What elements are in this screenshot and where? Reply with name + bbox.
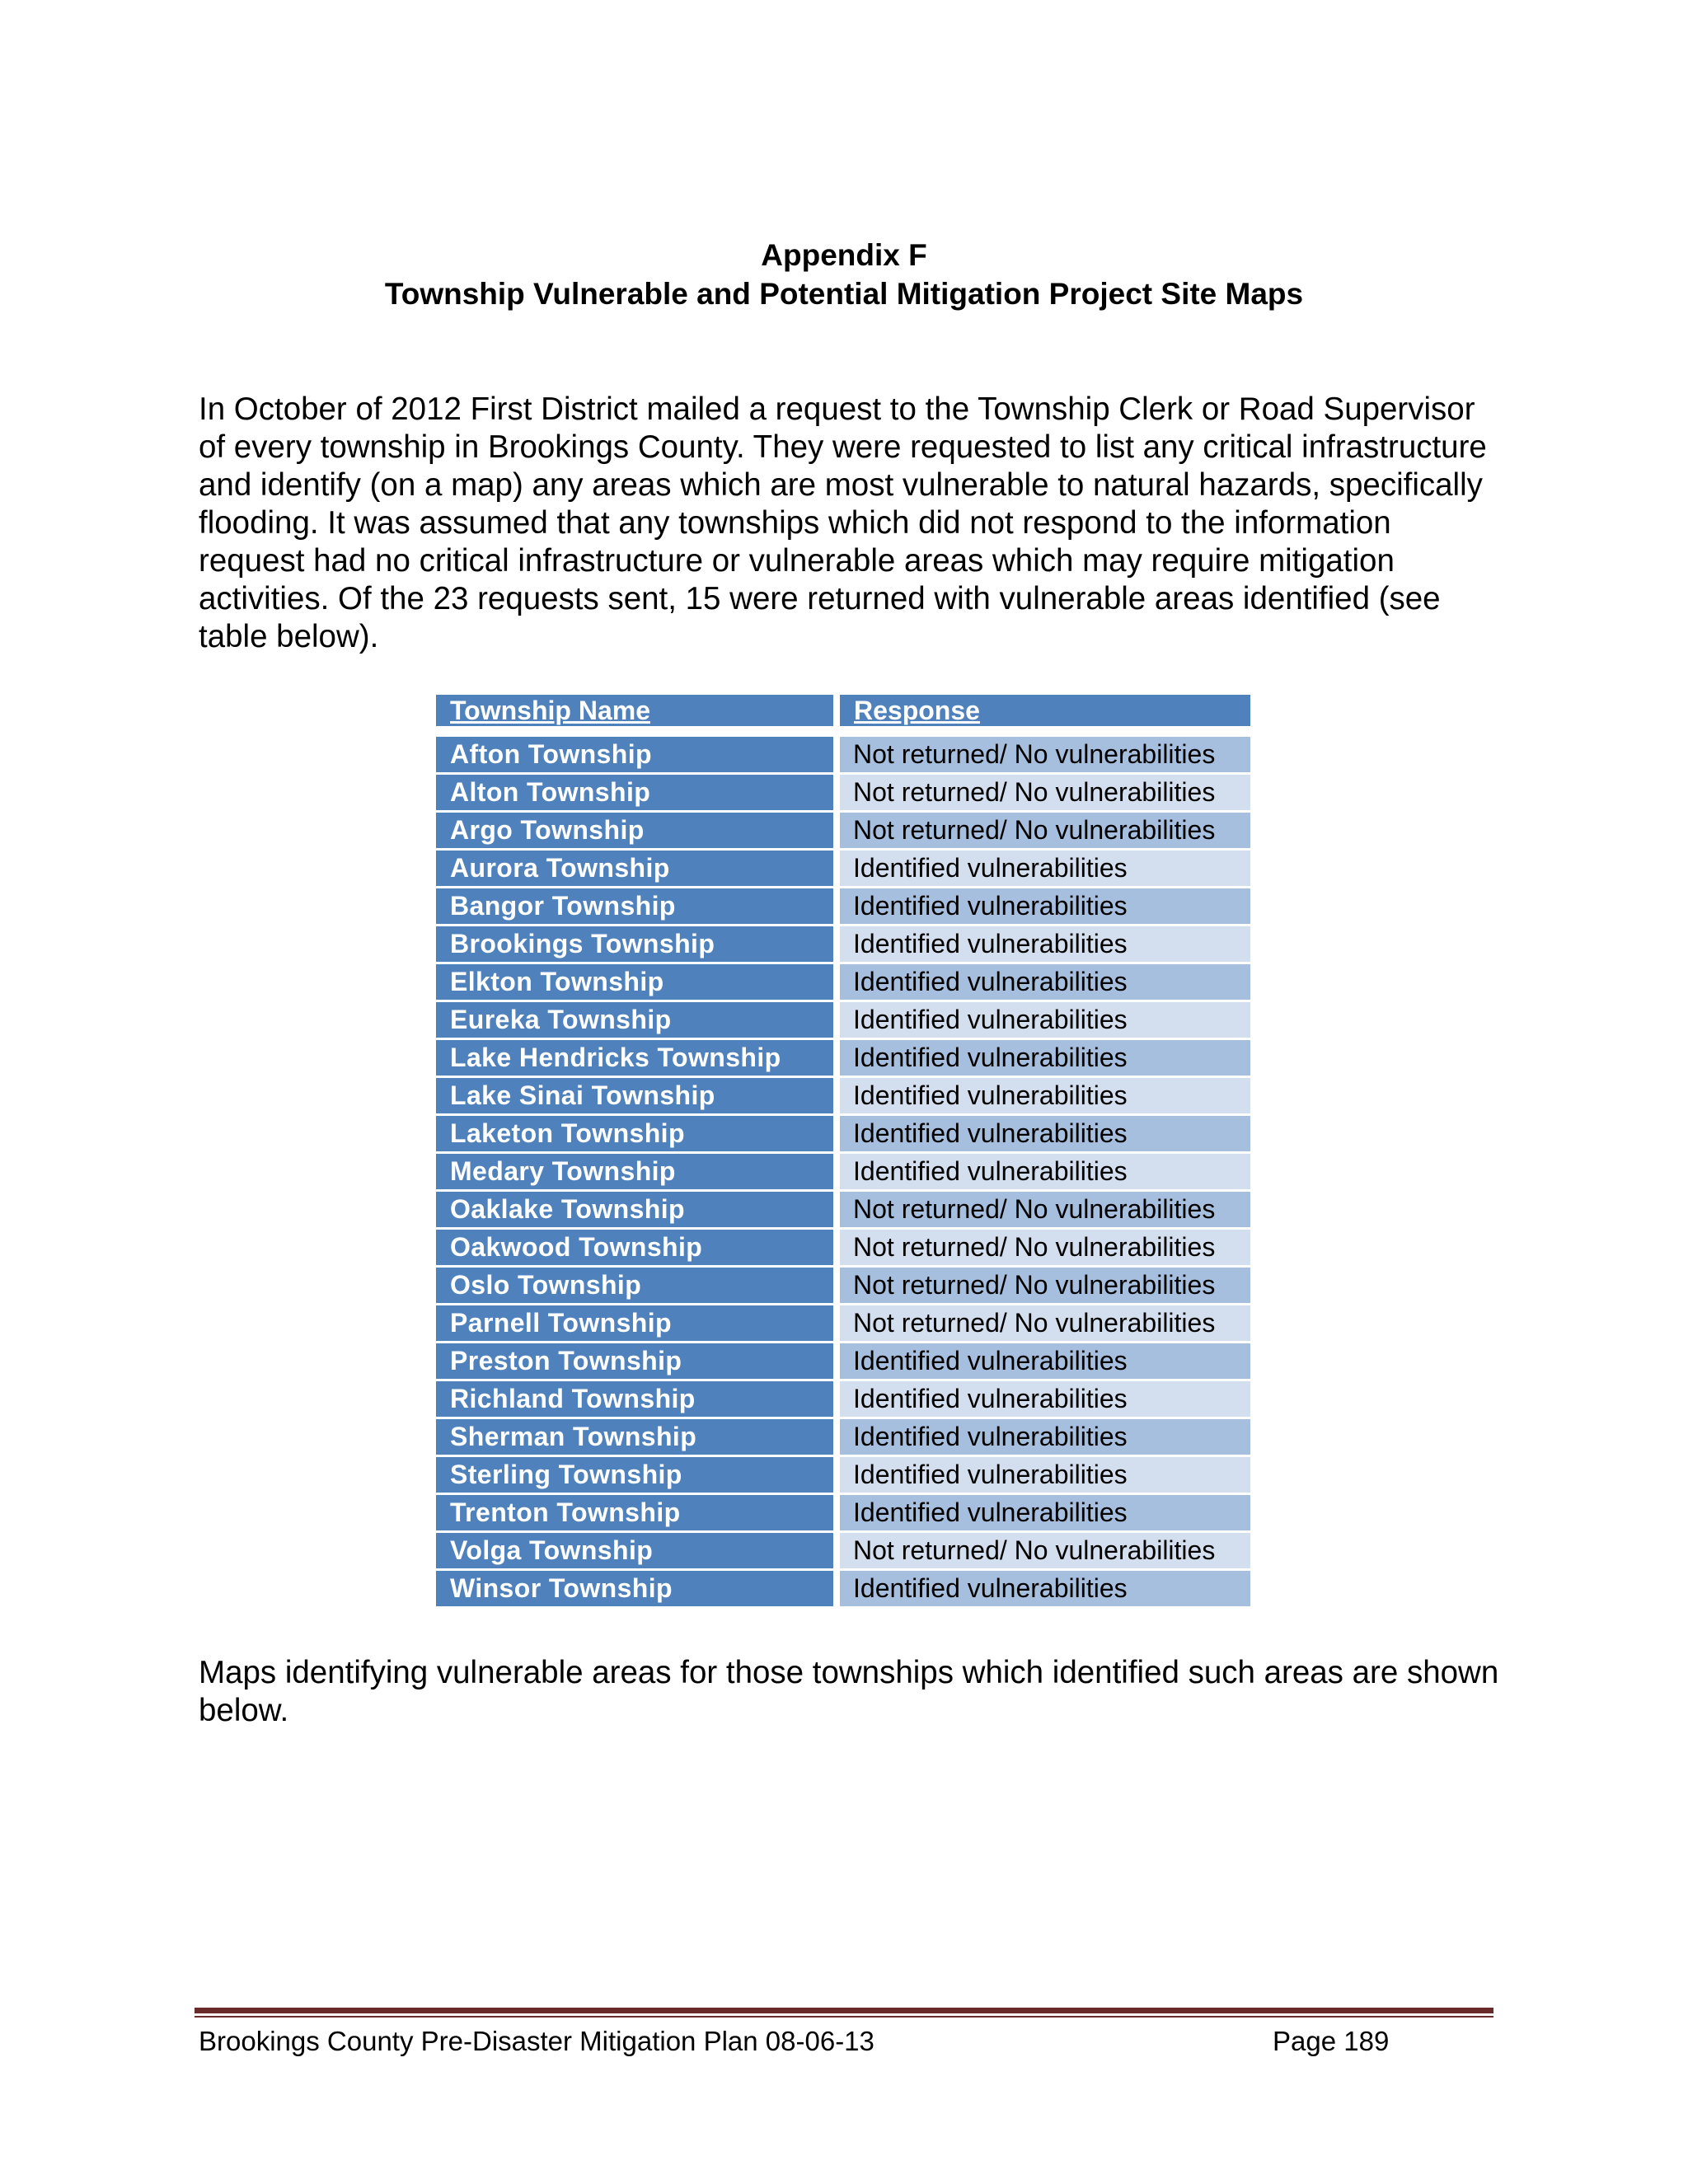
table-row	[436, 1116, 1250, 1154]
table-row	[436, 851, 1250, 888]
response-cell: Identified vulnerabilities	[840, 926, 1250, 964]
table-row	[436, 964, 1250, 1002]
township-name-cell: Oslo Township	[436, 1268, 833, 1305]
township-name-cell: Sherman Township	[436, 1419, 833, 1457]
cell-gap	[833, 1533, 840, 1571]
table-row	[436, 1154, 1250, 1192]
township-name-cell: Elkton Township	[436, 964, 833, 1002]
township-name-cell: Brookings Township	[436, 926, 833, 964]
table-row	[436, 1381, 1250, 1419]
township-name-cell: Winsor Township	[436, 1571, 833, 1609]
table-row	[436, 737, 1250, 775]
cell-gap	[833, 1192, 840, 1230]
table-row	[436, 775, 1250, 813]
response-cell: Identified vulnerabilities	[840, 1495, 1250, 1533]
response-cell: Identified vulnerabilities	[840, 1040, 1250, 1078]
cell-gap	[833, 1230, 840, 1268]
response-cell: Identified vulnerabilities	[840, 1343, 1250, 1381]
cell-gap	[833, 964, 840, 1002]
cell-gap	[833, 737, 840, 775]
cell-gap	[833, 1419, 840, 1457]
table-row	[436, 1078, 1250, 1116]
cell-gap	[833, 851, 840, 888]
township-name-cell: Laketon Township	[436, 1116, 833, 1154]
township-response-table	[436, 695, 1250, 1609]
response-cell: Identified vulnerabilities	[840, 1116, 1250, 1154]
response-cell: Identified vulnerabilities	[840, 964, 1250, 1002]
cell-gap	[833, 1343, 840, 1381]
response-cell: Identified vulnerabilities	[840, 851, 1250, 888]
cell-gap	[833, 888, 840, 926]
township-name-cell: Argo Township	[436, 813, 833, 851]
footer-page-number: Page 189	[1273, 2026, 1390, 2056]
township-name-cell: Aurora Township	[436, 851, 833, 888]
table-row	[436, 1533, 1250, 1571]
table-body	[436, 737, 1250, 1609]
response-cell: Not returned/ No vulnerabilities	[840, 775, 1250, 813]
table-row	[436, 1002, 1250, 1040]
township-name-cell: Medary Township	[436, 1154, 833, 1192]
cell-gap	[833, 1002, 840, 1040]
page-heading-line-2: Township Vulnerable and Potential Mitigation Project Site Maps	[384, 277, 1304, 311]
cell-gap	[833, 1305, 840, 1343]
footer-rule-thin	[195, 2016, 1493, 2018]
township-name-cell: Oaklake Township	[436, 1192, 833, 1230]
cell-gap	[833, 1495, 840, 1533]
table-row	[436, 1268, 1250, 1305]
footer-document-title: Brookings County Pre-Disaster Mitigation Plan 08-06-13	[199, 2026, 874, 2056]
township-name-cell: Bangor Township	[436, 888, 833, 926]
township-name-cell: Eureka Township	[436, 1002, 833, 1040]
table-row	[436, 926, 1250, 964]
township-name-cell: Lake Sinai Township	[436, 1078, 833, 1116]
response-cell: Identified vulnerabilities	[840, 1078, 1250, 1116]
township-name-cell: Preston Township	[436, 1343, 833, 1381]
table-row	[436, 1419, 1250, 1457]
cell-gap	[833, 775, 840, 813]
cell-gap	[833, 1571, 840, 1609]
table-row	[436, 1305, 1250, 1343]
footer-rule	[195, 2008, 1493, 2013]
response-cell: Identified vulnerabilities	[840, 1419, 1250, 1457]
table-row	[436, 888, 1250, 926]
closing-paragraph: Maps identifying vulnerable areas for those townships which identified such areas are shown below.	[199, 1655, 1499, 1728]
response-cell: Identified vulnerabilities	[840, 1457, 1250, 1495]
cell-gap	[833, 1154, 840, 1192]
response-cell: Not returned/ No vulnerabilities	[840, 813, 1250, 851]
township-name-cell: Richland Township	[436, 1381, 833, 1419]
cell-gap	[833, 1381, 840, 1419]
column-header-response: Response	[840, 695, 1250, 730]
column-gap	[833, 695, 840, 730]
response-cell: Not returned/ No vulnerabilities	[840, 1230, 1250, 1268]
response-cell: Identified vulnerabilities	[840, 1154, 1250, 1192]
cell-gap	[833, 1078, 840, 1116]
township-name-cell: Oakwood Township	[436, 1230, 833, 1268]
response-cell: Identified vulnerabilities	[840, 888, 1250, 926]
response-cell: Not returned/ No vulnerabilities	[840, 737, 1250, 775]
response-cell: Not returned/ No vulnerabilities	[840, 1305, 1250, 1343]
response-cell: Identified vulnerabilities	[840, 1571, 1250, 1609]
table-row	[436, 1571, 1250, 1609]
intro-paragraph: In October of 2012 First District mailed a request to the Township Clerk or Road Supervisor of every township in Brookings County. They were requested to list any critical infrastructure and identify (on a map) any areas which are most vulnerable to natural hazards, specifically flooding. It was assumed that any townships which did not respond to the information request had no critical infrastructure or vulnerable areas which may require mitigation activities. Of the 23 requests sent, 15 were returned with vulnerable areas identified (see table below).	[199, 391, 1487, 654]
cell-gap	[833, 1116, 840, 1154]
header-spacer	[436, 730, 1250, 737]
table-row	[436, 1495, 1250, 1533]
page-heading-line-1: Appendix F	[761, 238, 927, 272]
cell-gap	[833, 1040, 840, 1078]
cell-gap	[833, 1268, 840, 1305]
table-row	[436, 1230, 1250, 1268]
township-name-cell: Parnell Township	[436, 1305, 833, 1343]
response-cell: Not returned/ No vulnerabilities	[840, 1192, 1250, 1230]
table-row	[436, 1457, 1250, 1495]
township-name-cell: Lake Hendricks Township	[436, 1040, 833, 1078]
cell-gap	[833, 926, 840, 964]
table-row	[436, 1040, 1250, 1078]
response-cell: Identified vulnerabilities	[840, 1002, 1250, 1040]
table-row	[436, 813, 1250, 851]
response-cell: Identified vulnerabilities	[840, 1381, 1250, 1419]
township-name-cell: Trenton Township	[436, 1495, 833, 1533]
column-header-township-name: Township Name	[436, 695, 833, 730]
cell-gap	[833, 1457, 840, 1495]
township-name-cell: Sterling Township	[436, 1457, 833, 1495]
township-name-cell: Alton Township	[436, 775, 833, 813]
response-cell: Not returned/ No vulnerabilities	[840, 1533, 1250, 1571]
township-name-cell: Afton Township	[436, 737, 833, 775]
table-row	[436, 1343, 1250, 1381]
response-cell: Not returned/ No vulnerabilities	[840, 1268, 1250, 1305]
table-header-row	[436, 695, 1250, 730]
cell-gap	[833, 813, 840, 851]
table-row	[436, 1192, 1250, 1230]
township-name-cell: Volga Township	[436, 1533, 833, 1571]
